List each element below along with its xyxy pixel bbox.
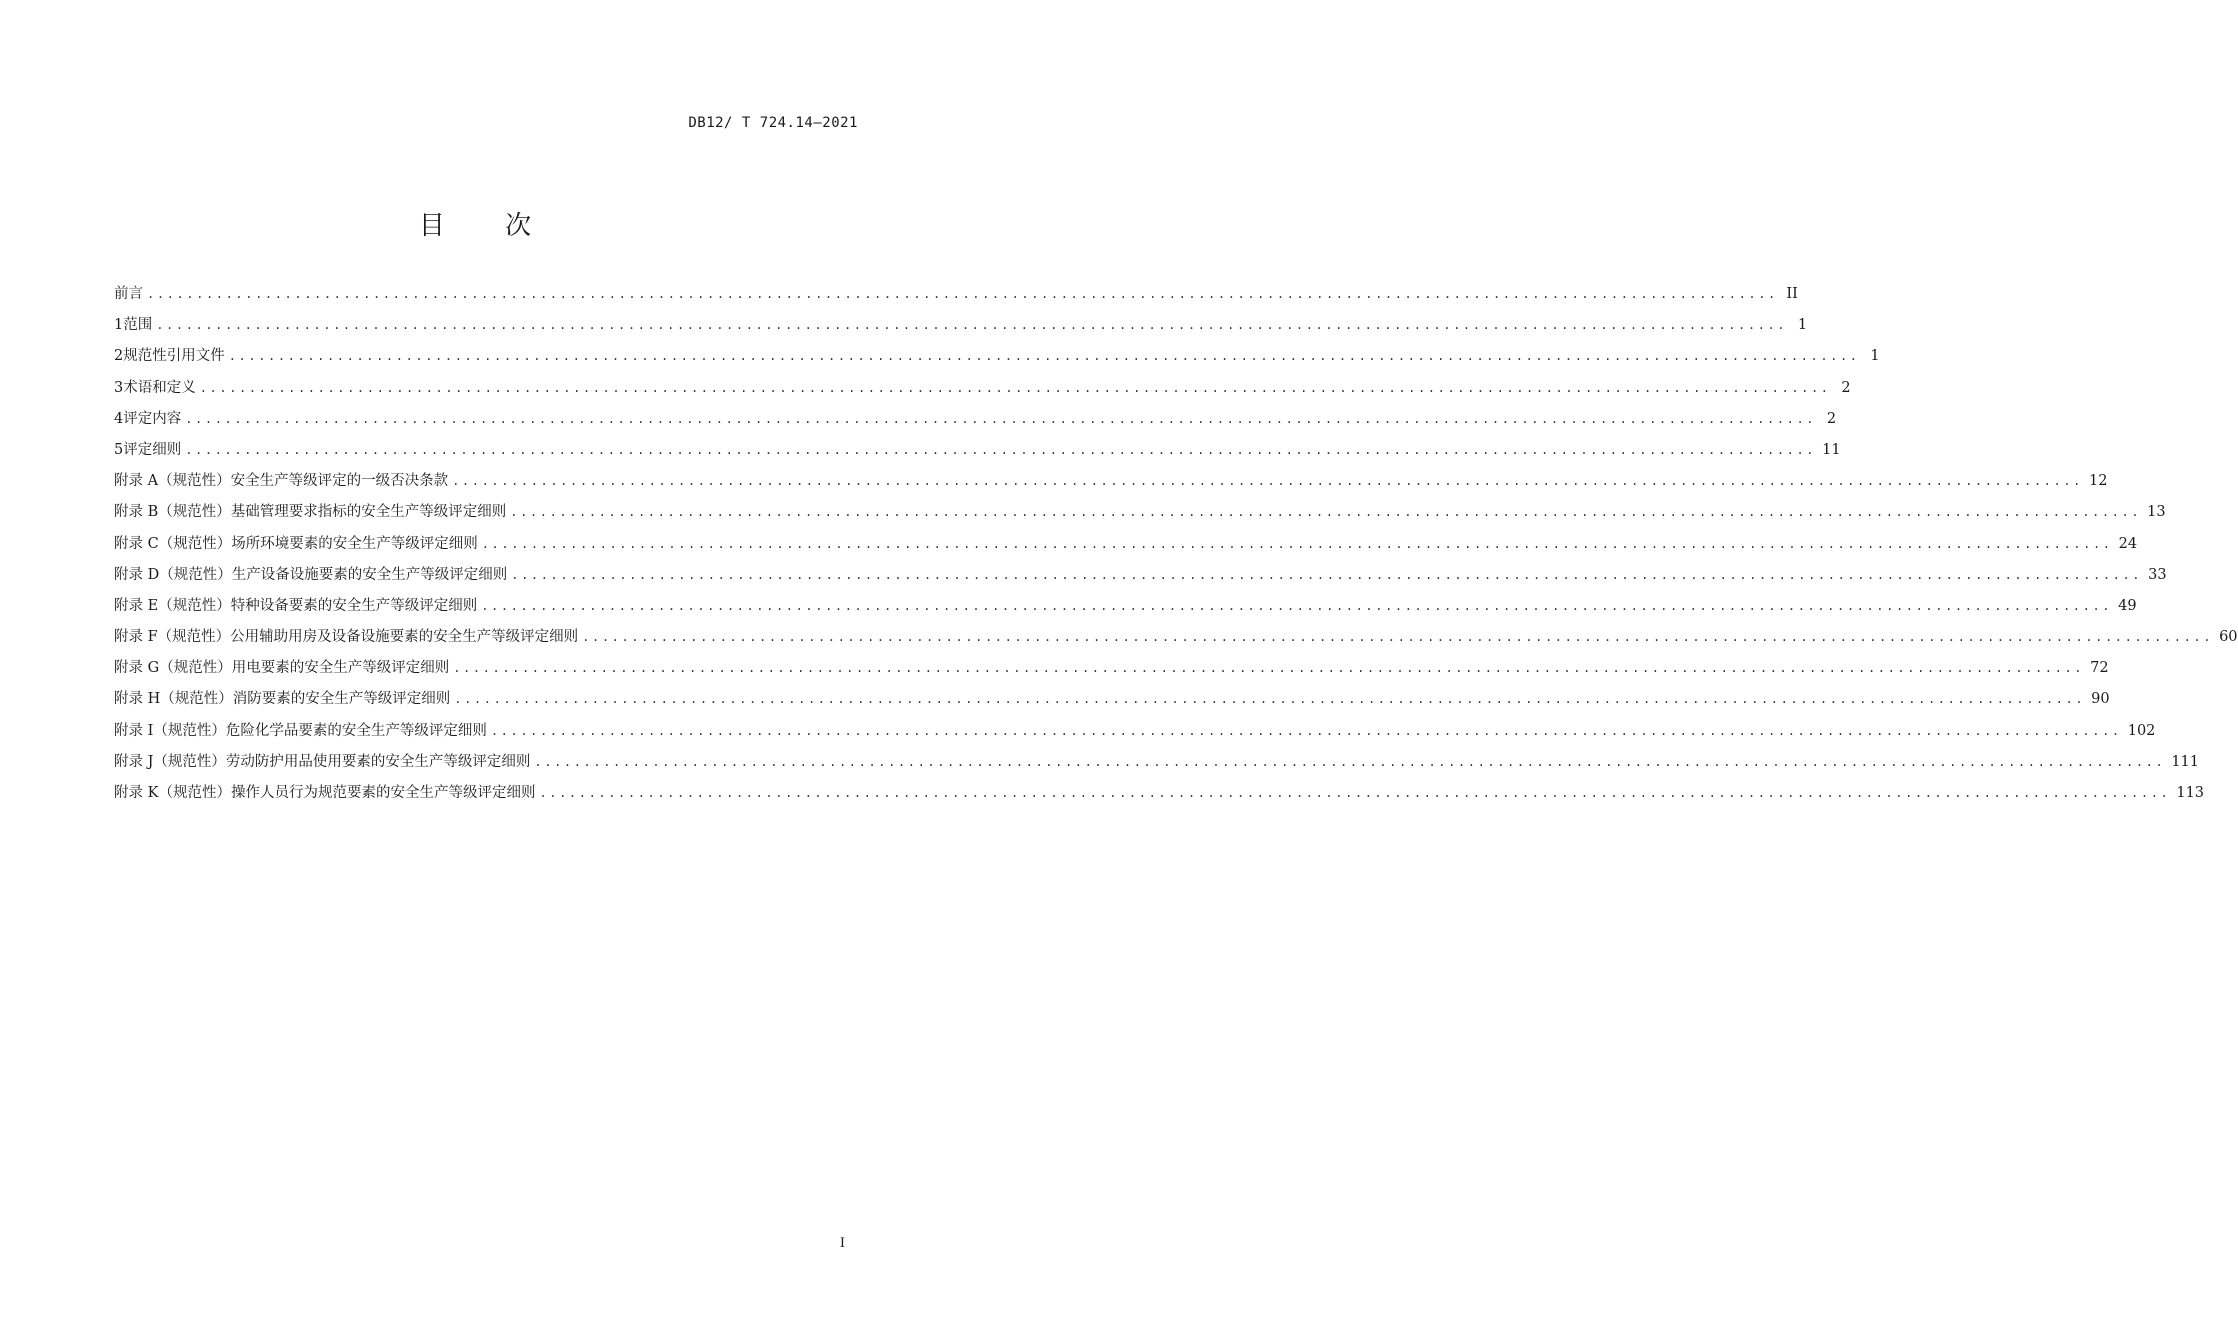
annex-title: 场所环境要素的安全生产等级评定细则 [231, 535, 478, 552]
annex-type: （规范性） [158, 504, 231, 521]
toc-leader-dots: ...................................................................................................................................................................... [534, 754, 2166, 769]
toc-entry-page: 13 [2147, 504, 2166, 521]
annex-label: 附录 F [114, 629, 158, 646]
toc-title: 目 次 [418, 211, 558, 241]
annex-title: 劳动防护用品使用要素的安全生产等级评定细则 [225, 753, 531, 770]
toc-entry-annex-h[interactable] [114, 687, 2110, 718]
toc-leader-dots: ...................................................................................................................................................................... [481, 536, 2113, 551]
toc-entry-page: 2 [1841, 379, 1851, 396]
toc-leader-dots: ...................................................................................................................................................................... [185, 442, 1817, 457]
annex-type: （规范性） [159, 566, 232, 583]
annex-type: （规范性） [158, 785, 231, 801]
toc-entry-title: 评定细则 [123, 441, 182, 458]
toc-entry-title: 评定内容 [123, 410, 182, 427]
toc-leader-dots: ...................................................................................................................................................................... [490, 723, 2122, 738]
annex-label: 附录 E [114, 597, 159, 614]
toc-entry-page: 72 [2090, 660, 2109, 677]
toc-entry-assessment-rules[interactable] [114, 438, 1841, 469]
annex-type: （规范性） [153, 753, 226, 770]
toc-entry-annex-a[interactable] [114, 469, 2108, 500]
toc-leader-dots: ...................................................................................................................................................................... [228, 349, 1860, 364]
toc-entry-page: 11 [1822, 441, 1841, 458]
annex-label: 附录 K [114, 785, 159, 801]
annex-label: 附录 H [114, 691, 161, 708]
annex-title: 危险化学品要素的安全生产等级评定细则 [225, 722, 487, 739]
annex-label: 附录 A [114, 473, 159, 490]
toc-entry-annex-e[interactable] [114, 594, 2137, 625]
toc-leader-dots: ...................................................................................................................................................................... [185, 411, 1817, 426]
toc-entry-page: 1 [1797, 317, 1808, 334]
toc-entry-annex-k[interactable] [114, 781, 2205, 812]
toc-entry-page: 90 [2091, 691, 2110, 708]
toc-entry-annex-j[interactable] [114, 750, 2199, 781]
toc-entry-title: 术语和定义 [123, 379, 196, 396]
annex-title: 用电要素的安全生产等级评定细则 [231, 660, 450, 677]
toc-entry-annex-b[interactable] [114, 500, 2166, 531]
toc-leader-dots: ...................................................................................................................................................................... [511, 567, 2143, 582]
toc-leader-dots: ...................................................................................................................................................................... [453, 661, 2085, 676]
annex-label: 附录 G [114, 660, 160, 677]
toc-entry-terms-definitions[interactable] [114, 376, 1851, 407]
toc-leader-dots: ...................................................................................................................................................................... [582, 630, 2214, 645]
annex-label: 附录 J [114, 753, 154, 770]
annex-title: 安全生产等级评定的一级否决条款 [230, 473, 449, 490]
annex-label: 附录 C [114, 535, 159, 552]
annex-label: 附录 D [114, 566, 160, 583]
annex-label: 附录 B [114, 504, 159, 521]
toc-entry-number: 3 [114, 379, 124, 396]
toc-entry-number: 5 [114, 441, 124, 458]
toc-entry-page: 60 [2219, 629, 2238, 646]
toc-entry-annex-g[interactable] [114, 656, 2109, 687]
toc-entry-scope[interactable] [114, 313, 1808, 344]
annex-title: 基础管理要求指标的安全生产等级评定细则 [230, 504, 507, 521]
annex-type: （规范性） [158, 473, 231, 490]
toc-entry-annex-c[interactable] [114, 532, 2138, 563]
annex-type: （规范性） [158, 597, 231, 614]
toc-leader-dots: ...................................................................................................................................................................... [452, 474, 2083, 489]
toc-leader-dots: ...................................................................................................................................................................... [481, 598, 2113, 613]
toc-entry-page: 1 [1870, 348, 1880, 365]
toc-entry-foreword[interactable] [114, 282, 1798, 313]
toc-entry-page: 102 [2127, 722, 2156, 739]
annex-type: （规范性） [157, 629, 231, 646]
toc-leader-dots: ...................................................................................................................................................................... [147, 287, 1778, 301]
annex-type: （规范性） [160, 691, 233, 708]
toc-entry-page: 12 [2088, 473, 2108, 490]
annex-type: （规范性） [153, 722, 226, 739]
footer-page-number: I [839, 1236, 845, 1251]
toc-entry-annex-d[interactable] [114, 563, 2167, 594]
annex-title: 消防要素的安全生产等级评定细则 [232, 691, 451, 708]
toc-entry-title: 范围 [123, 317, 153, 334]
annex-title: 公用辅助用房及设备设施要素的安全生产等级评定细则 [230, 629, 579, 646]
toc-entry-annex-i[interactable] [114, 719, 2156, 750]
toc-entry-number: 4 [114, 410, 124, 427]
toc-entry-page: 2 [1826, 410, 1837, 427]
annex-title: 特种设备要素的安全生产等级评定细则 [230, 597, 478, 614]
toc-entry-number: 2 [114, 348, 124, 365]
toc-entry-page: 111 [2171, 753, 2199, 770]
annex-title: 生产设备设施要素的安全生产等级评定细则 [231, 566, 508, 583]
toc-entry-assessment-content[interactable] [114, 407, 1837, 438]
toc-entry-title: 前言 [114, 286, 143, 302]
toc-leader-dots: ...................................................................................................................................................................... [454, 692, 2086, 707]
annex-title: 操作人员行为规范要素的安全生产等级评定细则 [230, 785, 536, 801]
toc-entry-normative-references[interactable] [114, 344, 1880, 375]
toc-leader-dots: ...................................................................................................................................................................... [156, 318, 1788, 333]
annex-label: 附录 I [114, 722, 154, 739]
annex-type: （规范性） [158, 535, 232, 552]
toc-leader-dots: ...................................................................................................................................................................... [510, 505, 2142, 520]
toc-entry-page: II [1786, 286, 1798, 302]
toc-entry-title: 规范性引用文件 [123, 348, 225, 365]
toc-entry-page: 24 [2118, 535, 2138, 552]
annex-type: （规范性） [159, 660, 232, 677]
toc-leader-dots: ...................................................................................................................................................................... [539, 786, 2171, 800]
document-code: DB12/ T 724.14—2021 [688, 115, 858, 131]
toc-leader-dots: ...................................................................................................................................................................... [199, 380, 1831, 395]
toc-entry-page: 33 [2148, 566, 2167, 583]
table-of-contents [114, 282, 2238, 812]
toc-entry-number: 1 [114, 317, 124, 334]
toc-entry-page: 49 [2118, 597, 2137, 614]
toc-entry-annex-f[interactable] [114, 625, 2238, 656]
toc-entry-page: 113 [2176, 785, 2205, 801]
